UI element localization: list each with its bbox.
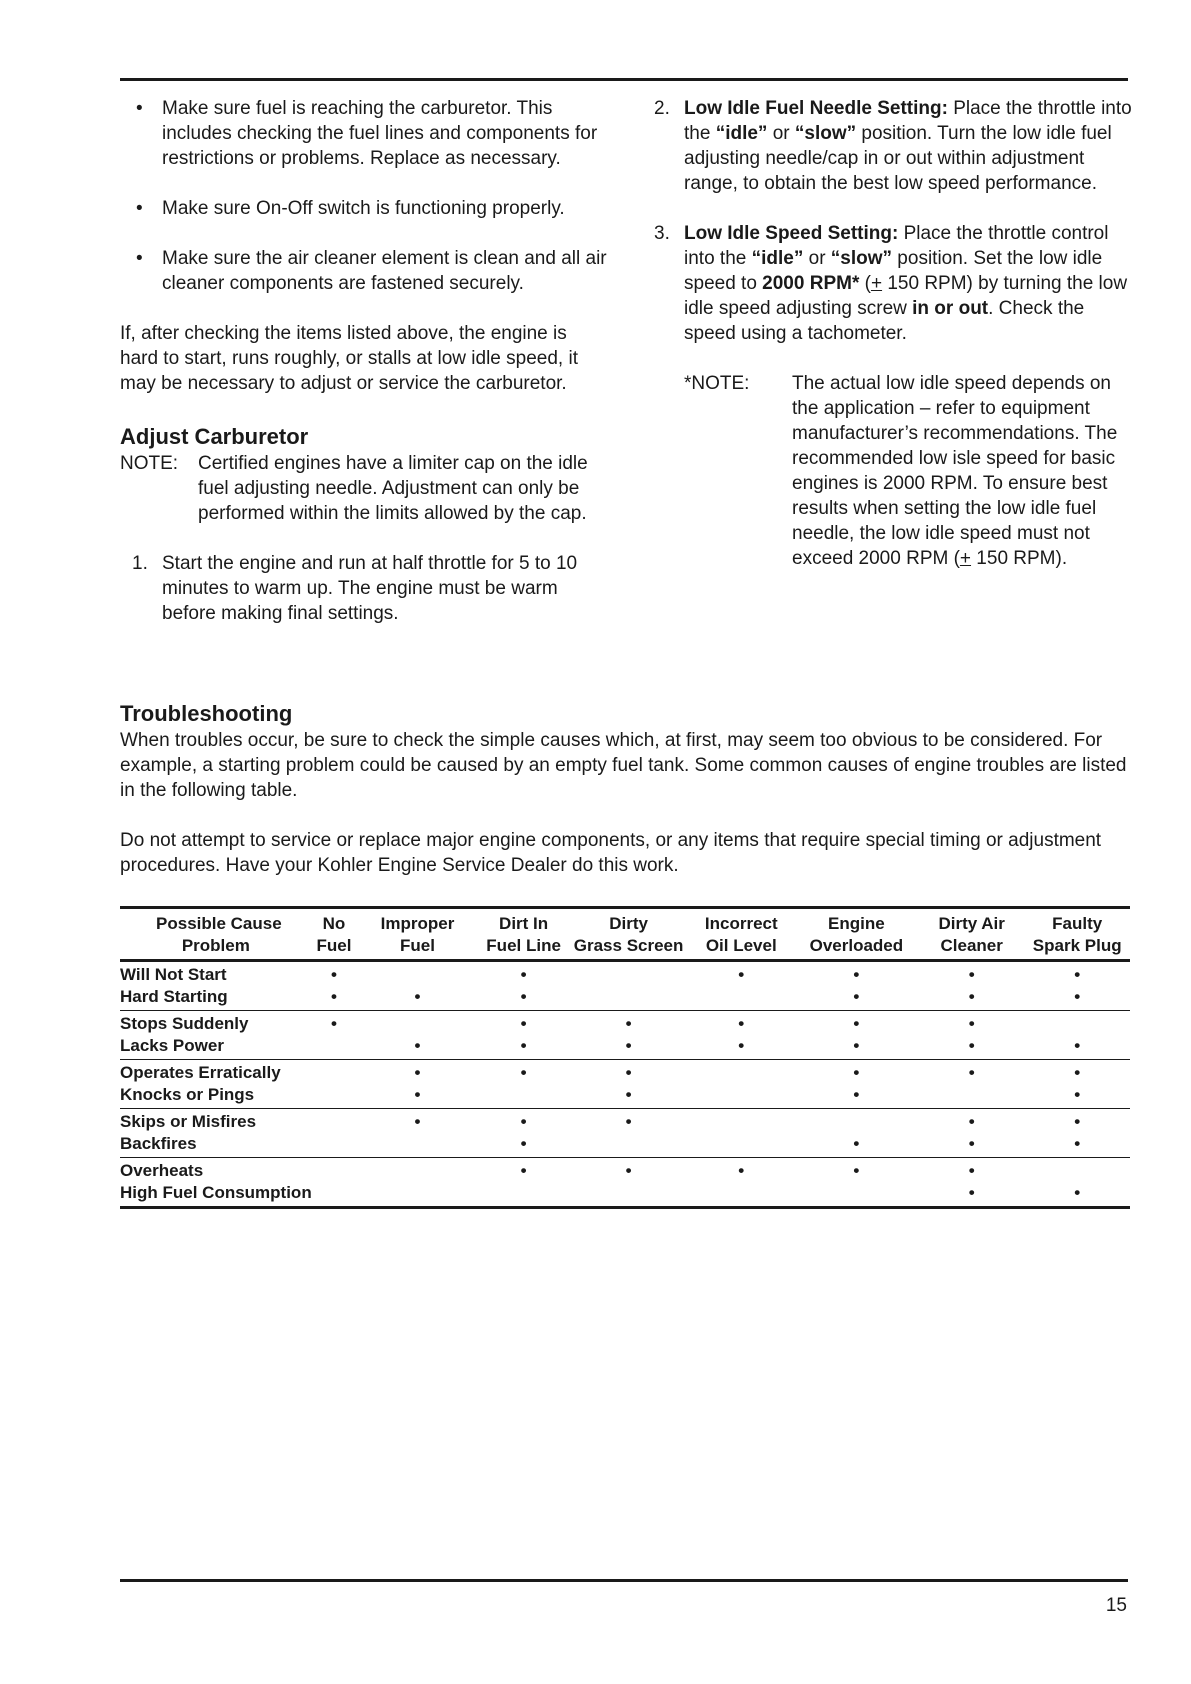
header-bottom: Oil Level xyxy=(705,936,777,955)
problem-cell xyxy=(120,1060,312,1109)
left-column xyxy=(120,96,610,651)
step-number: 2. xyxy=(654,98,670,119)
problem-cell xyxy=(120,1109,312,1158)
cause-mark xyxy=(356,1013,479,1035)
header-col xyxy=(356,908,479,961)
header-bottom: Fuel xyxy=(400,936,435,955)
header-top: Engine xyxy=(828,914,885,933)
header-top: Dirt In xyxy=(499,914,549,933)
cause-mark: • xyxy=(968,1112,975,1131)
top-rule xyxy=(120,78,1128,81)
cause-mark: • xyxy=(414,1063,421,1082)
cause-cell xyxy=(356,1109,479,1158)
step-text xyxy=(684,221,1132,346)
cause-mark xyxy=(794,1182,919,1204)
cause-mark: • xyxy=(1074,1063,1081,1082)
text-run: The actual low idle speed depends on the application – refer to equipment manufacturer’s recommendations. The recommended low isle speed for basic engines is 2000 RPM. To ensure best results when setting the low idle fuel needle, the low idle speed must not exceed 2000 RPM ( xyxy=(792,373,1118,569)
cause-mark: • xyxy=(520,965,527,984)
text-run: 150 RPM). xyxy=(971,548,1068,569)
cause-cell xyxy=(689,961,794,1011)
cause-mark xyxy=(1024,1160,1130,1182)
problem-label: Skips or Misfires xyxy=(120,1112,257,1131)
table-row xyxy=(120,1011,1130,1060)
page-number: 15 xyxy=(1105,1595,1127,1616)
troubleshooting-table xyxy=(120,906,1130,1209)
cause-cell xyxy=(794,1109,919,1158)
cause-mark: • xyxy=(414,1085,421,1104)
problem-cell xyxy=(120,961,312,1011)
cause-mark xyxy=(312,1133,357,1155)
bullet-mark: • xyxy=(136,248,143,269)
idle-term: “idle” xyxy=(715,123,768,144)
cause-cell xyxy=(689,1011,794,1060)
header-top: Dirty Air xyxy=(938,914,1005,933)
right-column xyxy=(654,96,1132,571)
cause-cell xyxy=(312,1158,357,1208)
cause-mark xyxy=(689,1111,794,1133)
cause-mark: • xyxy=(1074,1036,1081,1055)
problem-label: High Fuel Consumption xyxy=(120,1183,312,1202)
troubleshooting-section xyxy=(120,700,1130,878)
bullet-mark: • xyxy=(136,98,143,119)
text-run: ( xyxy=(859,273,871,294)
cause-mark xyxy=(689,1182,794,1204)
text-run: or xyxy=(767,123,795,144)
cause-cell xyxy=(1024,1011,1130,1060)
cause-mark: • xyxy=(330,987,337,1006)
step-3 xyxy=(654,221,1132,346)
cause-cell xyxy=(919,1158,1024,1208)
problem-label: Operates Erratically xyxy=(120,1063,281,1082)
cause-cell xyxy=(312,1109,357,1158)
cause-mark xyxy=(312,1035,357,1057)
header-cause-problem xyxy=(120,908,312,961)
cause-cell xyxy=(1024,961,1130,1011)
adjust-carburetor-heading: Adjust Carburetor xyxy=(120,424,309,449)
cause-cell xyxy=(794,961,919,1011)
cause-mark: • xyxy=(853,1085,860,1104)
cause-cell xyxy=(794,1060,919,1109)
note-label: *NOTE: xyxy=(684,373,750,394)
step-number: 3. xyxy=(654,223,670,244)
cause-mark: • xyxy=(968,1161,975,1180)
cause-cell xyxy=(689,1109,794,1158)
cause-mark: • xyxy=(625,1014,632,1033)
cause-mark: • xyxy=(520,1112,527,1131)
cause-mark: • xyxy=(414,987,421,1006)
text-run: position. Set the low idle speed to xyxy=(684,248,1103,294)
cause-cell xyxy=(356,1158,479,1208)
cause-mark: • xyxy=(853,987,860,1006)
cause-mark xyxy=(356,964,479,986)
cause-cell xyxy=(919,1109,1024,1158)
table-body xyxy=(120,961,1130,1208)
cause-mark: • xyxy=(853,965,860,984)
header-col xyxy=(794,908,919,961)
cause-mark xyxy=(689,1062,794,1084)
cause-mark: • xyxy=(968,1183,975,1202)
slow-term: “slow” xyxy=(830,248,893,269)
table-row xyxy=(120,1060,1130,1109)
header-top: No xyxy=(322,914,346,933)
cause-mark: • xyxy=(625,1036,632,1055)
cause-cell xyxy=(312,1060,357,1109)
cause-mark xyxy=(919,1084,1024,1106)
in-or-out-term: in or out xyxy=(912,298,989,319)
cause-mark xyxy=(312,1160,357,1182)
cause-mark: • xyxy=(968,1134,975,1153)
cause-mark: • xyxy=(1074,965,1081,984)
header-problem: Problem xyxy=(181,936,250,955)
text-run: or xyxy=(803,248,831,269)
cause-cell xyxy=(1024,1060,1130,1109)
cause-mark: • xyxy=(414,1036,421,1055)
step-title: Low Idle Speed Setting: xyxy=(684,223,899,244)
rpm-note xyxy=(684,371,1132,571)
note-label: NOTE: xyxy=(120,453,179,474)
cause-mark: • xyxy=(520,1014,527,1033)
cause-mark xyxy=(1024,1013,1130,1035)
note-text xyxy=(792,371,1132,571)
cause-mark xyxy=(479,1182,569,1204)
cause-mark xyxy=(312,1062,357,1084)
cause-cell xyxy=(479,1060,569,1109)
bullet-text: Make sure fuel is reaching the carburetor. This includes checking the fuel lines and components for restrictions or problems. Replace as necessary. xyxy=(162,98,598,169)
bullet-mark: • xyxy=(136,198,143,219)
header-col xyxy=(568,908,688,961)
cause-mark: • xyxy=(1074,1085,1081,1104)
step-text xyxy=(684,96,1132,196)
problem-label: Hard Starting xyxy=(120,987,228,1006)
cause-cell xyxy=(568,1011,688,1060)
table-header-row xyxy=(120,908,1130,961)
cause-mark xyxy=(689,986,794,1008)
cause-mark: • xyxy=(968,1014,975,1033)
header-bottom: Overloaded xyxy=(809,936,904,955)
header-bottom: Fuel xyxy=(316,936,352,955)
troubleshooting-heading: Troubleshooting xyxy=(120,701,293,726)
cause-mark: • xyxy=(853,1014,860,1033)
cause-mark xyxy=(568,964,688,986)
note-text: Certified engines have a limiter cap on the idle fuel adjusting needle. Adjustment can only be performed within the limits allowed by the cap. xyxy=(198,453,588,524)
cause-cell xyxy=(312,1011,357,1060)
cause-mark: • xyxy=(738,1161,745,1180)
cause-cell xyxy=(568,1109,688,1158)
bottom-rule xyxy=(120,1579,1128,1582)
header-col xyxy=(479,908,569,961)
cause-mark: • xyxy=(853,1161,860,1180)
header-top: Incorrect xyxy=(704,914,778,933)
problem-cell xyxy=(120,1011,312,1060)
cause-mark: • xyxy=(853,1134,860,1153)
text-run: position. Turn the low idle fuel adjusting needle/cap in or out within adjustment range, to obtain the best low speed performance. xyxy=(684,123,1112,194)
cause-mark xyxy=(794,1111,919,1133)
header-col xyxy=(312,908,357,961)
cause-cell xyxy=(479,1158,569,1208)
step-text: Start the engine and run at half throttle for 5 to 10 minutes to warm up. The engine must be warm before making final settings. xyxy=(162,553,578,624)
header-col xyxy=(1024,908,1130,961)
cause-mark xyxy=(356,1160,479,1182)
header-bottom: Fuel Line xyxy=(486,936,561,955)
cause-mark: • xyxy=(330,1014,337,1033)
adjust-note xyxy=(120,451,610,526)
cause-cell xyxy=(919,1011,1024,1060)
cause-mark: • xyxy=(625,1161,632,1180)
cause-cell xyxy=(312,961,357,1011)
header-bottom: Cleaner xyxy=(940,936,1003,955)
cause-mark: • xyxy=(520,1161,527,1180)
header-top: Dirty xyxy=(609,914,648,933)
cause-mark: • xyxy=(1074,987,1081,1006)
text-run: 150 RPM) by turning the low idle speed adjusting screw xyxy=(684,273,1128,319)
header-top: Faulty xyxy=(1052,914,1103,933)
cause-mark: • xyxy=(968,1063,975,1082)
bullet-item xyxy=(120,246,610,296)
cause-cell xyxy=(1024,1109,1130,1158)
text-run: . Check the speed using a tachometer. xyxy=(684,298,1085,344)
cause-mark xyxy=(312,1084,357,1106)
cause-mark xyxy=(568,1133,688,1155)
cause-cell xyxy=(568,1060,688,1109)
carburetor-paragraph: If, after checking the items listed above, the engine is hard to start, runs roughly, or stalls at low idle speed, it may be necessary to adjust or service the carburetor. xyxy=(120,323,578,394)
bullet-text: Make sure On-Off switch is functioning properly. xyxy=(162,198,565,219)
bullet-text: Make sure the air cleaner element is clean and all air cleaner components are fastened securely. xyxy=(162,248,607,294)
step-title: Low Idle Fuel Needle Setting: xyxy=(684,98,948,119)
table-row xyxy=(120,961,1130,1011)
cause-mark: • xyxy=(625,1112,632,1131)
cause-cell xyxy=(479,961,569,1011)
header-col xyxy=(919,908,1024,961)
cause-cell xyxy=(919,961,1024,1011)
problem-label: Lacks Power xyxy=(120,1036,224,1055)
header-bottom: Spark Plug xyxy=(1032,936,1122,955)
plus-minus-sign: + xyxy=(870,273,883,294)
bullet-item xyxy=(120,196,610,221)
problem-label: Overheats xyxy=(120,1161,204,1180)
problem-label: Backfires xyxy=(120,1134,197,1153)
cause-mark: • xyxy=(330,965,337,984)
cause-mark: • xyxy=(738,965,745,984)
problem-label: Knocks or Pings xyxy=(120,1085,255,1104)
cause-mark: • xyxy=(853,1036,860,1055)
header-possible-cause: Possible Cause xyxy=(156,914,282,933)
cause-mark: • xyxy=(520,1036,527,1055)
cause-mark xyxy=(479,1084,569,1106)
cause-cell xyxy=(479,1011,569,1060)
cause-mark xyxy=(568,986,688,1008)
cause-mark xyxy=(312,1111,357,1133)
cause-cell xyxy=(794,1011,919,1060)
cause-cell xyxy=(689,1060,794,1109)
cause-cell xyxy=(356,961,479,1011)
slow-term: “slow” xyxy=(794,123,857,144)
cause-mark xyxy=(689,1133,794,1155)
cause-mark: • xyxy=(738,1014,745,1033)
table-row xyxy=(120,1158,1130,1208)
cause-cell xyxy=(794,1158,919,1208)
cause-mark: • xyxy=(414,1112,421,1131)
cause-mark xyxy=(356,1182,479,1204)
cause-mark xyxy=(689,1084,794,1106)
header-top: Improper xyxy=(380,914,455,933)
cause-mark: • xyxy=(520,1063,527,1082)
cause-mark: • xyxy=(625,1085,632,1104)
bullet-item xyxy=(120,96,610,171)
problem-label: Stops Suddenly xyxy=(120,1014,249,1033)
cause-mark: • xyxy=(520,987,527,1006)
problem-label: Will Not Start xyxy=(120,965,227,984)
cause-mark: • xyxy=(520,1134,527,1153)
header-col xyxy=(689,908,794,961)
table-row xyxy=(120,1109,1130,1158)
cause-cell xyxy=(479,1109,569,1158)
problem-cell xyxy=(120,1158,312,1208)
troubleshooting-intro: When troubles occur, be sure to check the simple causes which, at first, may seem too obvious to be considered. For example, a starting problem could be caused by an empty fuel tank. Some common causes of engine troubles are listed in the following table. xyxy=(120,730,1127,801)
cause-cell xyxy=(568,961,688,1011)
cause-mark: • xyxy=(1074,1134,1081,1153)
cause-mark: • xyxy=(1074,1112,1081,1131)
text-run: Place the throttle into the xyxy=(684,98,1132,144)
step-number: 1. xyxy=(132,553,148,574)
cause-mark xyxy=(312,1182,357,1204)
step-1 xyxy=(120,551,610,626)
cause-cell xyxy=(356,1060,479,1109)
cause-mark: • xyxy=(968,965,975,984)
cause-cell xyxy=(1024,1158,1130,1208)
cause-mark: • xyxy=(625,1063,632,1082)
service-warning: Do not attempt to service or replace major engine components, or any items that require special timing or adjustment procedures. Have your Kohler Engine Service Dealer do this work. xyxy=(120,830,1102,876)
step-2 xyxy=(654,96,1132,196)
cause-mark: • xyxy=(738,1036,745,1055)
cause-mark xyxy=(568,1182,688,1204)
cause-cell xyxy=(356,1011,479,1060)
cause-mark: • xyxy=(1074,1183,1081,1202)
plus-minus-sign: + xyxy=(959,548,972,569)
cause-cell xyxy=(919,1060,1024,1109)
cause-cell xyxy=(689,1158,794,1208)
cause-mark: • xyxy=(968,1036,975,1055)
header-bottom: Grass Screen xyxy=(573,936,684,955)
cause-cell xyxy=(568,1158,688,1208)
text-run: Place the throttle control into the xyxy=(684,223,1109,269)
cause-mark xyxy=(356,1133,479,1155)
rpm-value: 2000 RPM* xyxy=(762,273,860,294)
cause-mark: • xyxy=(968,987,975,1006)
idle-term: “idle” xyxy=(751,248,804,269)
cause-mark: • xyxy=(853,1063,860,1082)
